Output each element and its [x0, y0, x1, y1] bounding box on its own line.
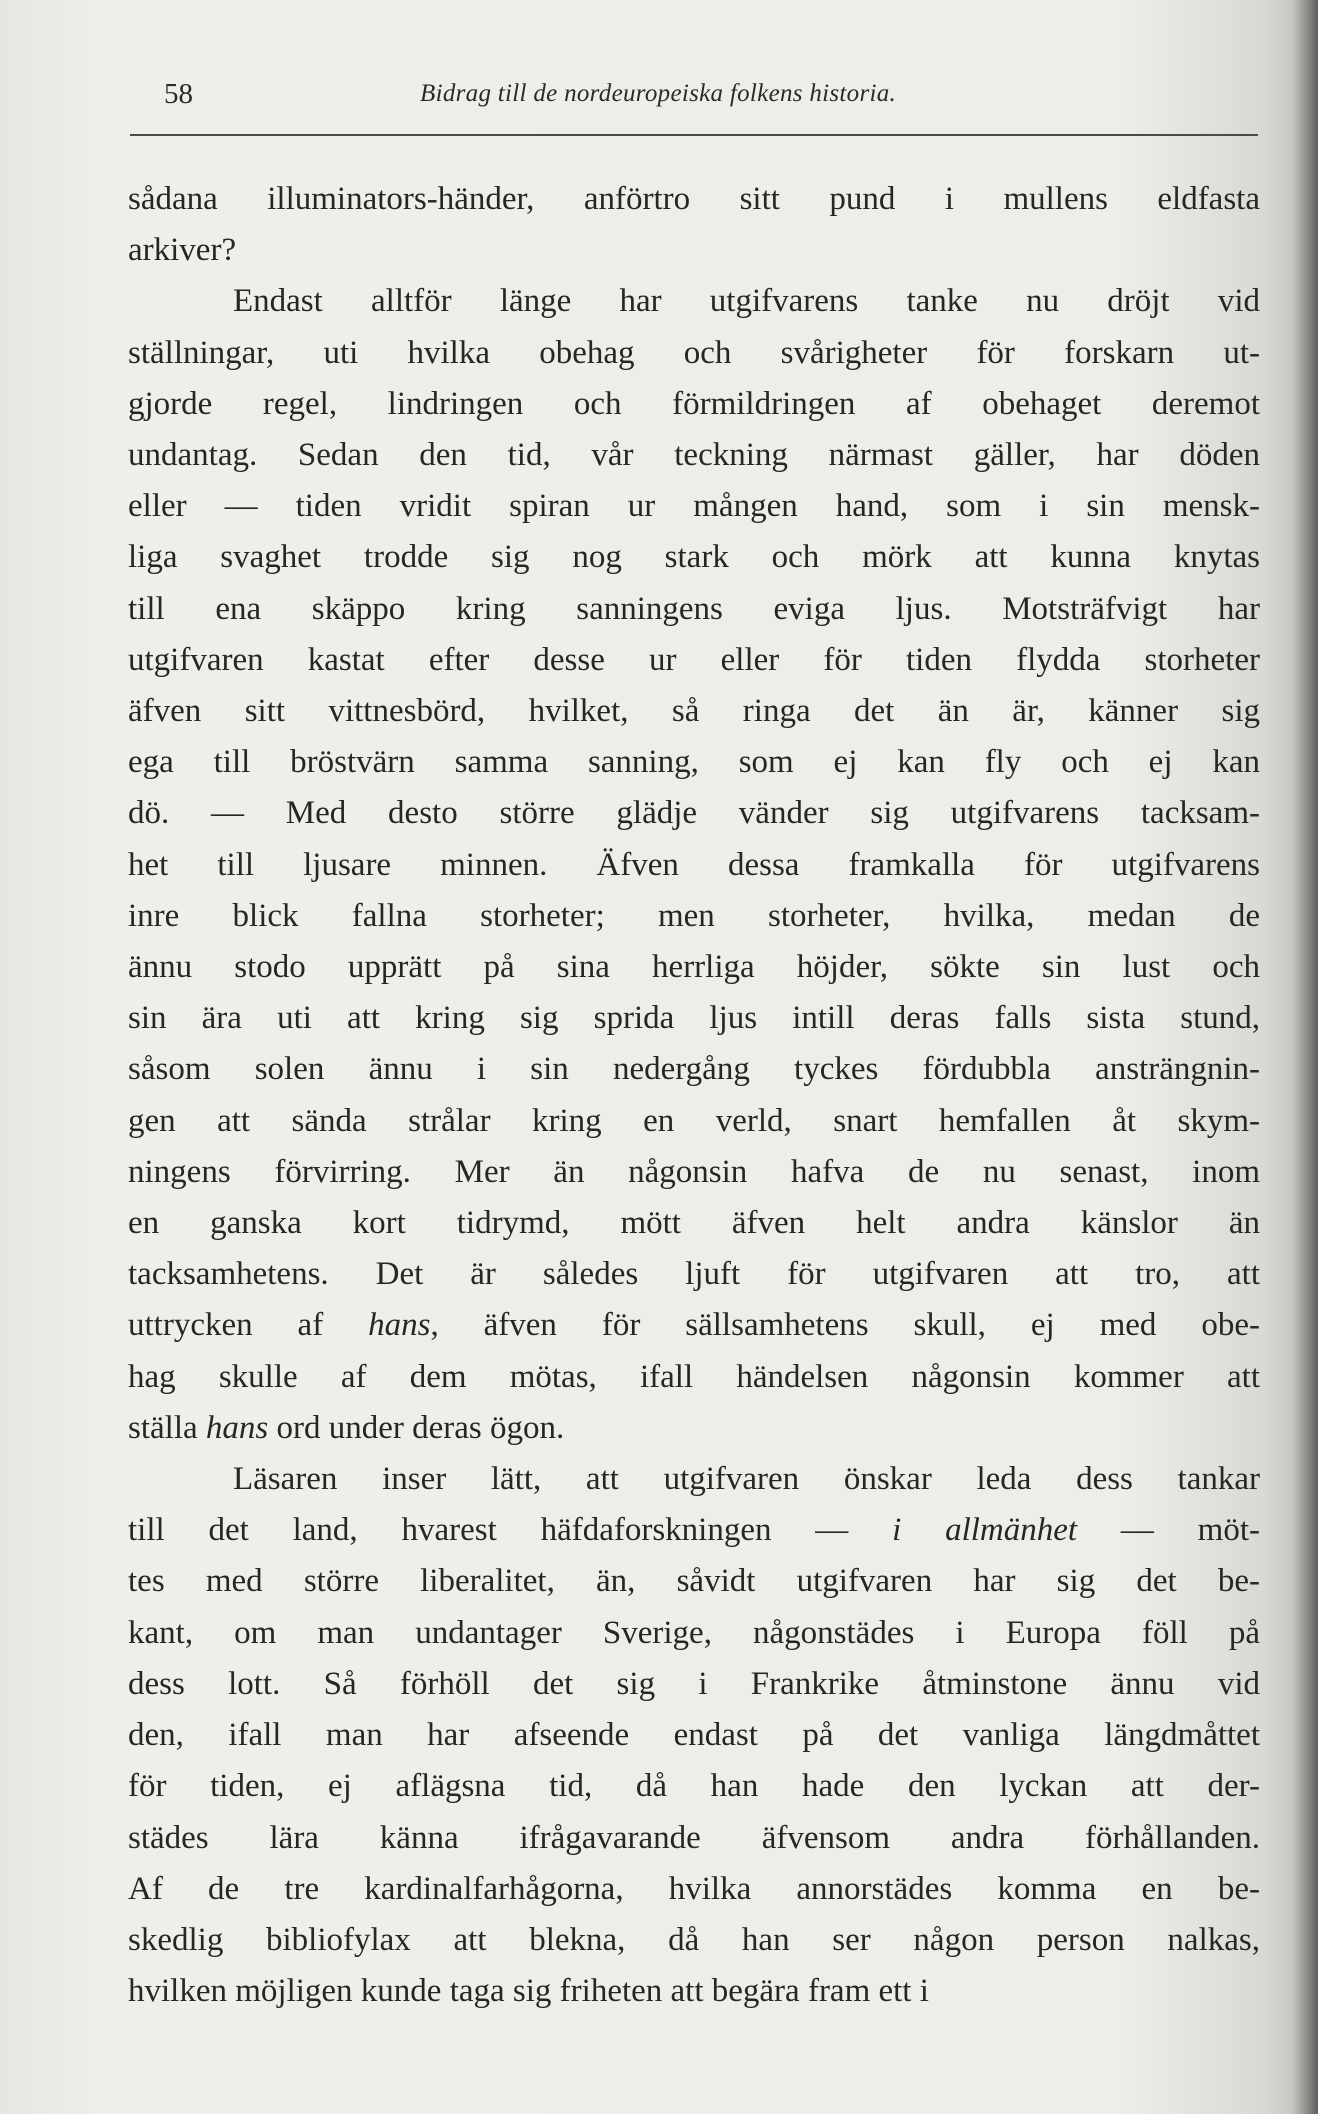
text-line: kant, om man undantager Sverige, någonstädes i Europa föll på: [128, 1614, 1260, 1651]
text-line: tacksamhetens. Det är således ljuft för utgifvaren att tro, att: [128, 1256, 1260, 1293]
text-line: för tiden, ej aflägsna tid, då han hade den lyckan att der-: [128, 1768, 1260, 1805]
text-line: gen att sända strålar kring en verld, snart hemfallen åt skym-: [128, 1102, 1260, 1139]
text-line: undantag. Sedan den tid, vår teckning närmast gäller, har döden: [128, 437, 1260, 474]
text-line: ställa hans ord under deras ögon.: [128, 1409, 565, 1446]
text-line: såsom solen ännu i sin nedergång tyckes fördubbla ansträngnin-: [128, 1051, 1260, 1088]
text-line: ningens förvirring. Mer än någonsin hafva de nu senast, inom: [128, 1153, 1260, 1190]
text-line: het till ljusare minnen. Äfven dessa framkalla för utgifvarens: [128, 846, 1260, 883]
page-gutter-shadow: [1292, 0, 1318, 2114]
text-line: utgifvaren kastat efter desse ur eller för tiden flydda storheter: [128, 641, 1260, 678]
text-line: dö. — Med desto större glädje vänder sig utgifvarens tacksam-: [128, 795, 1260, 832]
text-line: en ganska kort tidrymd, mött äfven helt andra känslor än: [128, 1205, 1260, 1242]
text-line: hvilken möjligen kunde taga sig friheten att begära fram ett i: [128, 1973, 929, 2010]
text-line: arkiver?: [128, 232, 237, 269]
paragraph: [128, 174, 1260, 276]
body-text: [128, 174, 1260, 2017]
running-head: Bidrag till de nordeuropeiska folkens historia.: [420, 80, 897, 107]
page-number: 58: [164, 78, 193, 110]
text-line: gjorde regel, lindringen och förmildringen af obehaget deremot: [128, 385, 1260, 422]
header-rule: [130, 134, 1258, 136]
text-line: eller — tiden vridit spiran ur mången hand, som i sin mensk-: [128, 488, 1260, 525]
text-line: städes lära känna ifrågavarande äfvensom andra förhållanden.: [128, 1819, 1260, 1856]
text-line: Läsaren inser lätt, att utgifvaren önskar leda dess tankar: [233, 1461, 1260, 1498]
text-line: dess lott. Så förhöll det sig i Frankrike åtminstone ännu vid: [128, 1665, 1260, 1702]
page-header: [130, 78, 1262, 118]
text-line: till det land, hvarest häfdaforskningen — i allmänhet — möt-: [128, 1512, 1260, 1549]
text-line: sin ära uti att kring sig sprida ljus intill deras falls sista stund,: [128, 1000, 1260, 1037]
text-line: tes med större liberalitet, än, såvidt utgifvaren har sig det be-: [128, 1563, 1260, 1600]
paragraph: [128, 276, 1260, 1454]
text-line: äfven sitt vittnesbörd, hvilket, så ringa det än är, känner sig: [128, 693, 1260, 730]
paragraph: [128, 1454, 1260, 2017]
text-line: hag skulle af dem mötas, ifall händelsen någonsin kommer att: [128, 1358, 1260, 1395]
text-line: sådana illuminators-händer, anförtro sitt pund i mullens eldfasta: [128, 181, 1260, 217]
text-line: skedlig bibliofylax att blekna, då han ser någon person nalkas,: [128, 1921, 1260, 1958]
text-line: Endast alltför länge har utgifvarens tanke nu dröjt vid: [233, 283, 1260, 320]
text-line: Af de tre kardinalfarhågorna, hvilka annorstädes komma en be-: [128, 1870, 1260, 1907]
text-line: ännu stodo upprätt på sina herrliga höjder, sökte sin lust och: [128, 949, 1260, 986]
text-line: ställningar, uti hvilka obehag och svårigheter för forskarn ut-: [128, 334, 1260, 371]
text-line: inre blick fallna storheter; men storheter, hvilka, medan de: [128, 897, 1260, 934]
text-line: den, ifall man har afseende endast på det vanliga längdmåttet: [128, 1717, 1260, 1754]
text-line: till ena skäppo kring sanningens eviga ljus. Motsträfvigt har: [128, 590, 1260, 627]
text-line: uttrycken af hans, äfven för sällsamhetens skull, ej med obe-: [128, 1307, 1260, 1344]
text-line: liga svaghet trodde sig nog stark och mörk att kunna knytas: [128, 539, 1260, 576]
text-line: ega till bröstvärn samma sanning, som ej kan fly och ej kan: [128, 744, 1260, 781]
